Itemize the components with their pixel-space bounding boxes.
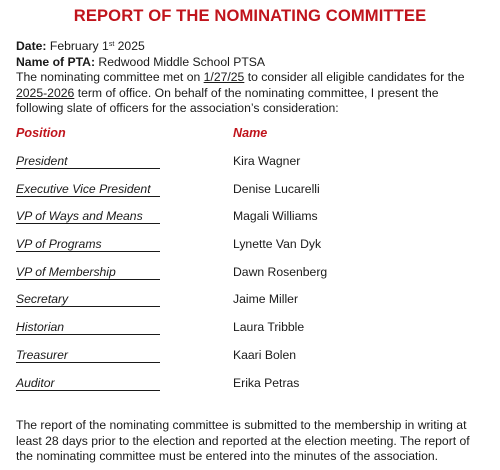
- office-title: Historian: [16, 320, 160, 335]
- nominee-name: Lynette Van Dyk: [233, 237, 322, 252]
- footer-paragraph: The report of the nominating committee is submitted to the membership in writing at least 28 days prior to the election and reported at the election meeting. The report of the nominating committee must be entered into the minutes of the association.: [16, 418, 470, 463]
- slate-row: [0, 348, 500, 376]
- office-title: VP of Ways and Means: [16, 209, 160, 224]
- date-label: Date:: [16, 39, 47, 53]
- intro-text-3: term of office. On behalf of the nominating committee, I present the following slate of officers for the association’s consideration:: [16, 85, 439, 115]
- date-year: 2025: [117, 39, 145, 53]
- nominee-name: Jaime Miller: [233, 292, 299, 307]
- slate-row: [0, 292, 500, 320]
- office-title: Treasurer: [16, 348, 160, 363]
- pta-line: [16, 55, 488, 71]
- office-title: VP of Membership: [16, 265, 160, 280]
- nominee-name: Dawn Rosenberg: [233, 264, 328, 279]
- date-value: [50, 39, 145, 53]
- nominee-name: Denise Lucarelli: [233, 181, 320, 196]
- report-header: [16, 39, 488, 117]
- intro-text-1: The nominating committee met on: [16, 70, 201, 84]
- office-title: President: [16, 154, 160, 169]
- slate-row: [0, 320, 500, 348]
- nominee-name: Magali Williams: [233, 209, 318, 224]
- slate-row: [0, 209, 500, 237]
- name-column-heading: Name: [233, 126, 268, 140]
- date-value-text: February 1: [49, 39, 109, 53]
- intro-paragraph: [16, 70, 488, 117]
- slate-row: [0, 376, 500, 404]
- office-title: VP of Programs: [16, 237, 160, 252]
- slate-row: [0, 154, 500, 182]
- nominee-name: Laura Tribble: [233, 320, 305, 335]
- term-years: 2025-2026: [16, 85, 75, 100]
- slate-row: [0, 265, 500, 293]
- pta-value: Redwood Middle School PTSA: [98, 54, 266, 69]
- office-title: Executive Vice President: [16, 182, 160, 197]
- position-column-heading: Position: [16, 126, 66, 140]
- office-title: Secretary: [16, 292, 160, 307]
- nominee-name: Kaari Bolen: [233, 347, 297, 362]
- nominee-name: Kira Wagner: [233, 154, 301, 168]
- pta-label: Name of PTA:: [16, 54, 95, 69]
- intro-text-2: to consider all eligible candidates for the: [247, 70, 465, 84]
- report-title: REPORT OF THE NOMINATING COMMITTEE: [73, 6, 427, 25]
- office-title: Auditor: [16, 376, 160, 391]
- officer-slate: [0, 154, 500, 403]
- meeting-date: 1/27/25: [203, 70, 245, 84]
- nominee-name: Erika Petras: [233, 375, 300, 390]
- slate-row: [0, 237, 500, 265]
- date-ordinal: st: [108, 41, 115, 48]
- slate-row: [0, 182, 500, 210]
- date-line: [16, 39, 488, 55]
- slate-header: [0, 126, 500, 144]
